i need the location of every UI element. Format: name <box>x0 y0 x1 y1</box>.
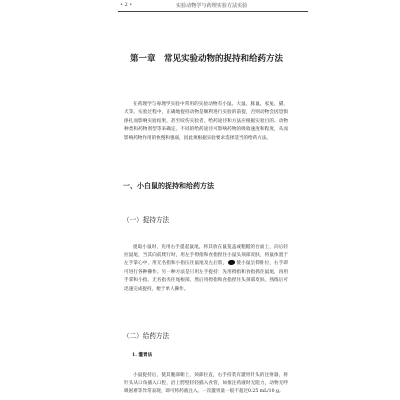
intro-paragraph: 在药理学与毒理学实验中常用的实验动物有小鼠、大鼠、豚鼠、家兔、猫、犬等。实验过程中，正确地捉持动物是顺利进行实验的前提，否则动物会因恐惧挣扎而影响实验结果，甚至咬伤实验者。给药途径和方法应根据实验目的、动物种类和药物剂型等来确定。不同的给药途径可影响药物的吸收速度和程度，从而影响药物作用的快慢和强弱，因此须根据实验要求选择适当的给药方法。 <box>124 101 288 141</box>
ink-blot-mark <box>228 260 235 265</box>
subsection-heading-holding: （一）捉持方法 <box>123 216 170 224</box>
holding-text-part-1: 捉取小鼠时，先用右手提起鼠尾，将其放在鼠笼盖或粗糙的台面上，向后轻拉鼠尾，当其向前爬行时，用左手拇指和食指捏住小鼠头颈部皮肤，将鼠体置于左手掌心中，用无名指和小指压住鼠尾及左后肢， <box>124 244 288 267</box>
gavage-paragraph: 小鼠捉持后，使其腹部朝上，颈部拉直，右手持装有灌胃针头的注射器，将针头从口角插入口腔，沿上腭壁轻轻插入食管，如推注药液时无阻力，动物无呼吸困难等异常表现，即可将药液注入。一次灌胃量一般不超过0.25 mL/10 g。 <box>124 372 288 395</box>
holding-text-part-2: 使小鼠呈仰卧位，右手即可进行各种操作。另一种方法是只用左手捉持：先用拇指和食指抓住鼠尾，再用手掌和小指、无名指夹住尾根部，然后用拇指和食指捏住头颈部皮肤。熟练后可迅速完成捉持，便于单人操作。 <box>124 261 288 292</box>
section-heading: 一、小白鼠的捉持和给药方法 <box>123 181 214 190</box>
subsection-heading-administration: （二）给药方法 <box>123 332 170 340</box>
page-number: • 2 • <box>120 2 133 8</box>
running-header <box>118 0 308 12</box>
running-title: 实验动物学与药理实验方法实验 <box>176 3 248 9</box>
holding-paragraph <box>124 244 288 294</box>
item-heading-gavage: 1. 灌胃法 <box>132 353 153 358</box>
chapter-title: 第一章 常见实验动物的捉持和给药方法 <box>130 54 284 64</box>
